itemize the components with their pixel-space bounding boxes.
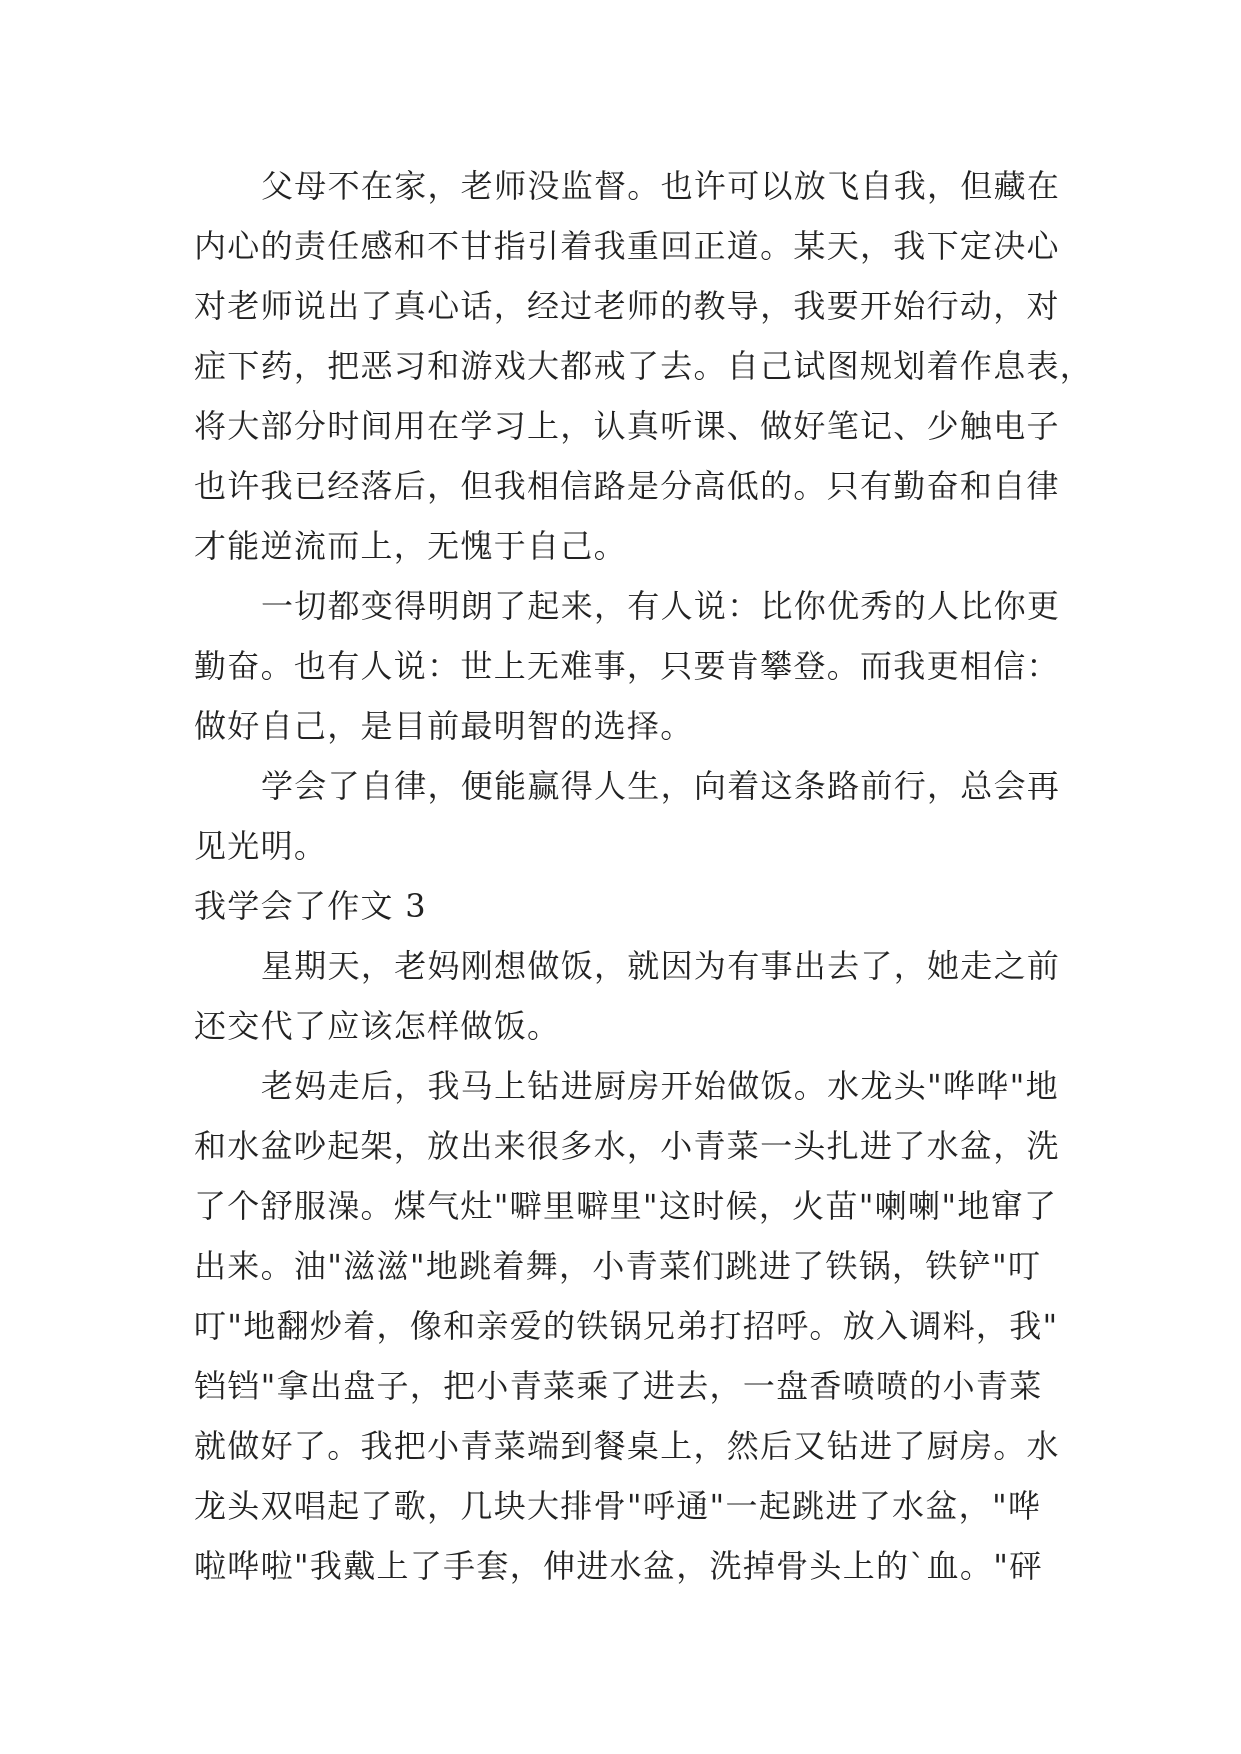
text-line: 和水盆吵起架，放出来很多水，小青菜一头扎进了水盆，洗 <box>194 1127 1060 1165</box>
text-line: 还交代了应该怎样做饭。 <box>194 1007 561 1045</box>
text-line: 父母不在家，老师没监督。也许可以放飞自我，但藏在 <box>261 167 1061 205</box>
text-line: 内心的责任感和不甘指引着我重回正道。某天，我下定决心 <box>194 227 1060 265</box>
text-line: 一切都变得明朗了起来，有人说：比你优秀的人比你更 <box>261 587 1061 625</box>
text-line: 症下药，把恶习和游戏大都戒了去。自己试图规划着作息表， <box>194 347 1094 385</box>
text-line: 也许我已经落后，但我相信路是分高低的。只有勤奋和自律 <box>194 467 1060 505</box>
text-line: 就做好了。我把小青菜端到餐桌上，然后又钻进了厨房。水 <box>194 1427 1060 1465</box>
paragraph <box>194 936 1154 1056</box>
text-line: 见光明。 <box>194 827 328 865</box>
text-line: 将大部分时间用在学习上，认真听课、做好笔记、少触电子 <box>194 407 1060 445</box>
text-line: 才能逆流而上，无愧于自己。 <box>194 527 627 565</box>
text-line: 出来。油"滋滋"地跳着舞，小青菜们跳进了铁锅，铁铲"叮 <box>194 1247 1042 1285</box>
text-line: 老妈走后，我马上钻进厨房开始做饭。水龙头"哗哗"地 <box>261 1067 1059 1105</box>
text-line: 对老师说出了真心话，经过老师的教导，我要开始行动，对 <box>194 287 1060 325</box>
text-line: 龙头双唱起了歌，几块大排骨"呼通"一起跳进了水盆，"哗 <box>194 1487 1042 1525</box>
text-line: 学会了自律，便能赢得人生，向着这条路前行，总会再 <box>261 767 1061 805</box>
paragraph <box>194 156 1154 576</box>
text-line: 勤奋。也有人说：世上无难事，只要肯攀登。而我更相信： <box>194 647 1060 685</box>
section-heading: 我学会了作文 3 <box>194 887 427 925</box>
text-line: 铛铛"拿出盘子，把小青菜乘了进去，一盘香喷喷的小青菜 <box>194 1367 1043 1405</box>
document-body <box>194 156 1154 1596</box>
paragraph <box>194 1056 1154 1596</box>
text-line: 做好自己，是目前最明智的选择。 <box>194 707 694 745</box>
paragraph <box>194 756 1154 876</box>
text-line: 叮"地翻炒着，像和亲爱的铁锅兄弟打招呼。放入调料，我" <box>194 1307 1059 1345</box>
text-line: 星期天，老妈刚想做饭，就因为有事出去了，她走之前 <box>261 947 1061 985</box>
text-line: 了个舒服澡。煤气灶"噼里噼里"这时候，火苗"喇喇"地窜了 <box>194 1187 1058 1225</box>
text-line: 啦哗啦"我戴上了手套，伸进水盆，洗掉骨头上的`血。"砰 <box>194 1547 1043 1585</box>
paragraph <box>194 576 1154 756</box>
